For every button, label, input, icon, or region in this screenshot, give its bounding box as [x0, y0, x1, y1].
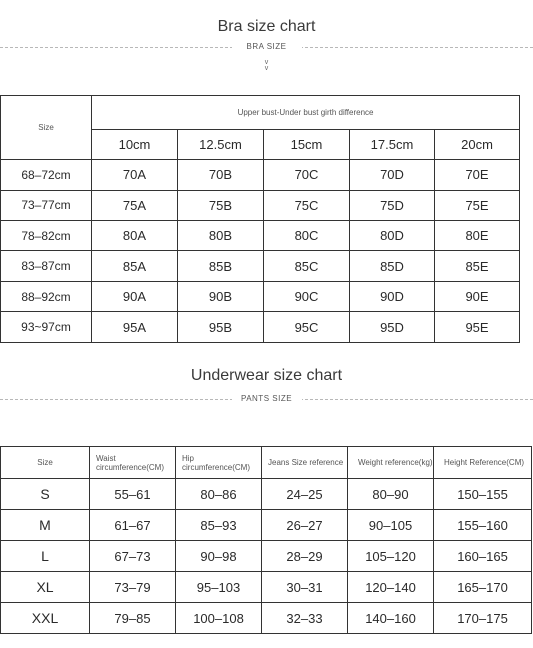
bra-size-cell: 95B: [178, 312, 264, 343]
underwear-value-cell: 150–155: [434, 479, 532, 510]
table-row: [1, 510, 532, 541]
bra-size-cell: 80D: [350, 220, 435, 250]
bra-size-cell: 95A: [92, 312, 178, 343]
table-row: [1, 312, 520, 343]
underwear-size-label: XL: [1, 572, 90, 603]
bra-size-cell: 95C: [264, 312, 350, 343]
underwear-value-cell: 30–31: [262, 572, 348, 603]
bra-row-label: 83–87cm: [1, 251, 92, 281]
underwear-column-header: Jeans Size reference: [262, 447, 348, 479]
bra-size-cell: 85B: [178, 251, 264, 281]
underwear-value-cell: 90–105: [348, 510, 434, 541]
underwear-size-table: [0, 446, 532, 634]
underwear-value-cell: 85–93: [176, 510, 262, 541]
underwear-column-header: Hip circumference(CM): [176, 447, 262, 479]
underwear-column-header: Waist circumference(CM): [90, 447, 176, 479]
underwear-value-cell: 32–33: [262, 603, 348, 634]
bra-size-cell: 80C: [264, 220, 350, 250]
table-row: [1, 160, 520, 190]
underwear-value-cell: 61–67: [90, 510, 176, 541]
underwear-value-cell: 26–27: [262, 510, 348, 541]
underwear-value-cell: 79–85: [90, 603, 176, 634]
bra-size-cell: 75A: [92, 190, 178, 220]
bra-size-cell: 85E: [435, 251, 520, 281]
underwear-value-cell: 80–86: [176, 479, 262, 510]
underwear-column-header: Weight reference(kg): [348, 447, 434, 479]
underwear-value-cell: 24–25: [262, 479, 348, 510]
bra-size-cell: 85C: [264, 251, 350, 281]
underwear-chart-title: Underwear size chart: [190, 367, 343, 384]
bra-corner-label: Size: [1, 96, 92, 160]
bra-size-cell: 90A: [92, 281, 178, 311]
bra-size-cell: 85D: [350, 251, 435, 281]
bra-size-cell: 90D: [350, 281, 435, 311]
bra-column-header: 12.5cm: [178, 129, 264, 159]
bra-size-cell: 80A: [92, 220, 178, 250]
bra-row-label: 93~97cm: [1, 312, 92, 343]
bra-row-label: 78–82cm: [1, 220, 92, 250]
bra-column-header: 15cm: [264, 129, 350, 159]
underwear-value-cell: 95–103: [176, 572, 262, 603]
table-row: [1, 281, 520, 311]
underwear-value-cell: 140–160: [348, 603, 434, 634]
bra-size-cell: 70D: [350, 160, 435, 190]
underwear-size-label: XXL: [1, 603, 90, 634]
bra-size-cell: 75E: [435, 190, 520, 220]
table-row: [1, 190, 520, 220]
bra-header-row: [1, 96, 520, 130]
bra-size-cell: 70B: [178, 160, 264, 190]
underwear-value-cell: 100–108: [176, 603, 262, 634]
underwear-header-row: [1, 447, 532, 479]
underwear-value-cell: 80–90: [348, 479, 434, 510]
bra-size-cell: 90E: [435, 281, 520, 311]
bra-row-label: 88–92cm: [1, 281, 92, 311]
underwear-value-cell: 55–61: [90, 479, 176, 510]
table-row: [1, 251, 520, 281]
bra-row-label: 73–77cm: [1, 190, 92, 220]
underwear-value-cell: 90–98: [176, 541, 262, 572]
underwear-chart-subtitle: PANTS SIZE: [240, 394, 293, 403]
bra-size-cell: 75C: [264, 190, 350, 220]
underwear-value-cell: 170–175: [434, 603, 532, 634]
underwear-value-cell: 155–160: [434, 510, 532, 541]
underwear-value-cell: 105–120: [348, 541, 434, 572]
bra-chart-title: Bra size chart: [217, 18, 316, 35]
underwear-size-label: M: [1, 510, 90, 541]
bra-column-header: 20cm: [435, 129, 520, 159]
bra-size-cell: 80E: [435, 220, 520, 250]
underwear-size-label: L: [1, 541, 90, 572]
table-row: [1, 220, 520, 250]
underwear-value-cell: 28–29: [262, 541, 348, 572]
bra-size-cell: 95E: [435, 312, 520, 343]
bra-size-cell: 90B: [178, 281, 264, 311]
bra-size-cell: 75B: [178, 190, 264, 220]
bra-size-cell: 90C: [264, 281, 350, 311]
underwear-value-cell: 67–73: [90, 541, 176, 572]
bra-size-cell: 95D: [350, 312, 435, 343]
bra-column-header: 10cm: [92, 129, 178, 159]
underwear-value-cell: 73–79: [90, 572, 176, 603]
underwear-value-cell: 165–170: [434, 572, 532, 603]
bra-size-table: [0, 95, 520, 343]
bra-size-cell: 80B: [178, 220, 264, 250]
bra-size-cell: 75D: [350, 190, 435, 220]
bra-size-cell: 70E: [435, 160, 520, 190]
bra-column-header: 17.5cm: [350, 129, 435, 159]
underwear-size-label: S: [1, 479, 90, 510]
underwear-value-cell: 160–165: [434, 541, 532, 572]
bra-size-cell: 85A: [92, 251, 178, 281]
table-row: [1, 572, 532, 603]
bra-size-cell: 70C: [264, 160, 350, 190]
bra-group-header: Upper bust-Under bust girth difference: [92, 96, 520, 130]
table-row: [1, 479, 532, 510]
chevron-down-icon: v v: [264, 59, 269, 72]
bra-row-label: 68–72cm: [1, 160, 92, 190]
underwear-column-header: Size: [1, 447, 90, 479]
table-row: [1, 603, 532, 634]
underwear-value-cell: 120–140: [348, 572, 434, 603]
table-row: [1, 541, 532, 572]
underwear-column-header: Height Reference(CM): [434, 447, 532, 479]
bra-chart-subtitle: BRA SIZE: [246, 42, 287, 51]
bra-size-cell: 70A: [92, 160, 178, 190]
